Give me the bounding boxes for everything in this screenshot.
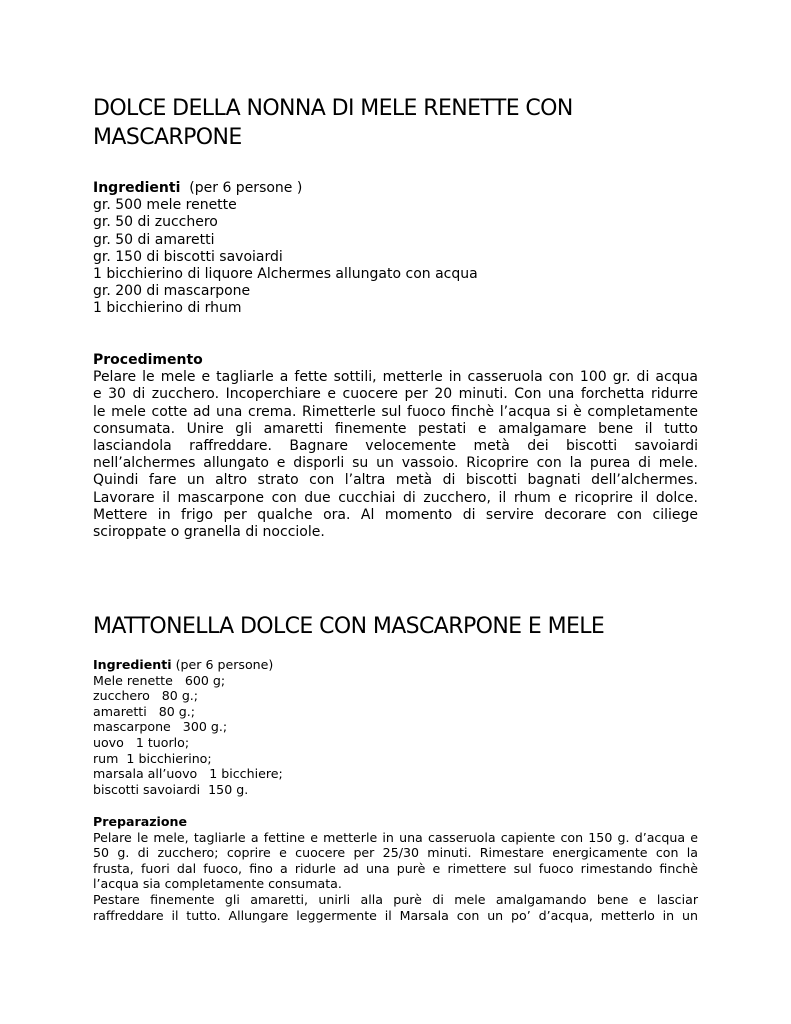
method-line: Pelare le mele, tagliarle a fettine e metterle in una casseruola capiente con 150 g. d’acqua e — [93, 829, 698, 845]
method-line: l’acqua sia completamente consumata. — [93, 876, 342, 892]
ingredient-item: gr. 50 di amaretti — [93, 231, 215, 248]
recipe1-title: DOLCE DELLA NONNA DI MELE RENETTE CON MASCARPONE — [93, 96, 573, 150]
ingredient-item: mascarpone 300 g.; — [93, 719, 228, 735]
ingredient-item: gr. 150 di biscotti savoiardi — [93, 248, 283, 265]
ingredient-item: 1 bicchierino di rhum — [93, 300, 242, 317]
method-line: Pestare finemente gli amaretti, unirli alla purè di mele amalgamando bene e lasciar — [93, 891, 698, 907]
method-line: Lavorare il mascarpone con due cucchiai di zucchero, il rhum e ricoprire il dolce. — [93, 489, 698, 506]
ingredient-item: zucchero 80 g.; — [93, 688, 199, 704]
ingredient-item: gr. 200 di mascarpone — [93, 283, 251, 300]
recipe1-ingredients-heading — [93, 180, 698, 197]
recipe2-method-label: Preparazione — [93, 814, 188, 829]
ingredient-item: biscotti savoiardi 150 g. — [93, 781, 249, 797]
recipe2-title: MATTONELLA DOLCE CON MASCARPONE E MELE — [93, 614, 605, 639]
ingredient-item: 1 bicchierino di liquore Alchermes allungato con acqua — [93, 266, 478, 283]
method-line: lasciandola raffreddare. Bagnare velocemente metà dei biscotti savoiardi — [93, 438, 698, 455]
ingredient-item: gr. 50 di zucchero — [93, 214, 218, 231]
method-line: Mettere in frigo per qualche ora. Al momento di servire decorare con ciliege — [93, 506, 698, 523]
ingredient-item: amaretti 80 g.; — [93, 703, 196, 719]
method-line: frusta, fuori dal fuoco, fino a ridurle ad una purè e rimettere sul fuoco rimestando finchè — [93, 860, 698, 876]
method-line: 50 g. di zucchero; coprire e cuocere per 25/30 minuti. Rimestare energicamente con la — [93, 845, 698, 861]
recipe1-ingredients-label: Ingredienti — [93, 180, 181, 196]
method-line: sciroppate o granella di nocciole. — [93, 524, 325, 541]
recipe1-method-label: Procedimento — [93, 352, 203, 368]
method-line: Quindi fare un altro strato con l’altra metà di biscotti bagnati dell’alchermes. — [93, 472, 698, 489]
ingredient-item: rum 1 bicchierino; — [93, 750, 212, 766]
recipe1-servings: (per 6 persone ) — [189, 180, 303, 196]
ingredient-item: Mele renette 600 g; — [93, 672, 226, 688]
method-line: le mele cotte ad una crema. Rimetterle sul fuoco finchè l’acqua si è completamente — [93, 403, 698, 420]
method-line: consumata. Unire gli amaretti finemente pestati e amalgamare bene il tutto — [93, 420, 698, 437]
method-line: nell’alchermes allungato e disporli su un vassoio. Ricoprire con la purea di mele. — [93, 455, 698, 472]
ingredient-item: uovo 1 tuorlo; — [93, 734, 190, 750]
method-line: raffreddare il tutto. Allungare leggermente il Marsala con un po’ d’acqua, metterlo in un — [93, 907, 698, 923]
ingredient-item: marsala all’uovo 1 bicchiere; — [93, 766, 283, 782]
recipe2-servings: (per 6 persone) — [175, 657, 274, 672]
method-line: e 30 di zucchero. Incoperchiare e cuocere per 20 minuti. Con una forchetta ridurre — [93, 386, 698, 403]
recipe1-ingredients-section — [93, 180, 698, 318]
ingredient-item: gr. 500 mele renette — [93, 197, 237, 214]
recipe2-method-section — [93, 814, 698, 923]
recipe1-method-section — [93, 352, 698, 541]
recipe2-ingredients-heading — [93, 657, 698, 673]
recipe2-ingredients-section — [93, 657, 698, 797]
method-line: Pelare le mele e tagliarle a fette sottili, metterle in casseruola con 100 gr. di acqua — [93, 369, 698, 386]
recipe2-ingredients-label: Ingredienti — [93, 657, 172, 672]
